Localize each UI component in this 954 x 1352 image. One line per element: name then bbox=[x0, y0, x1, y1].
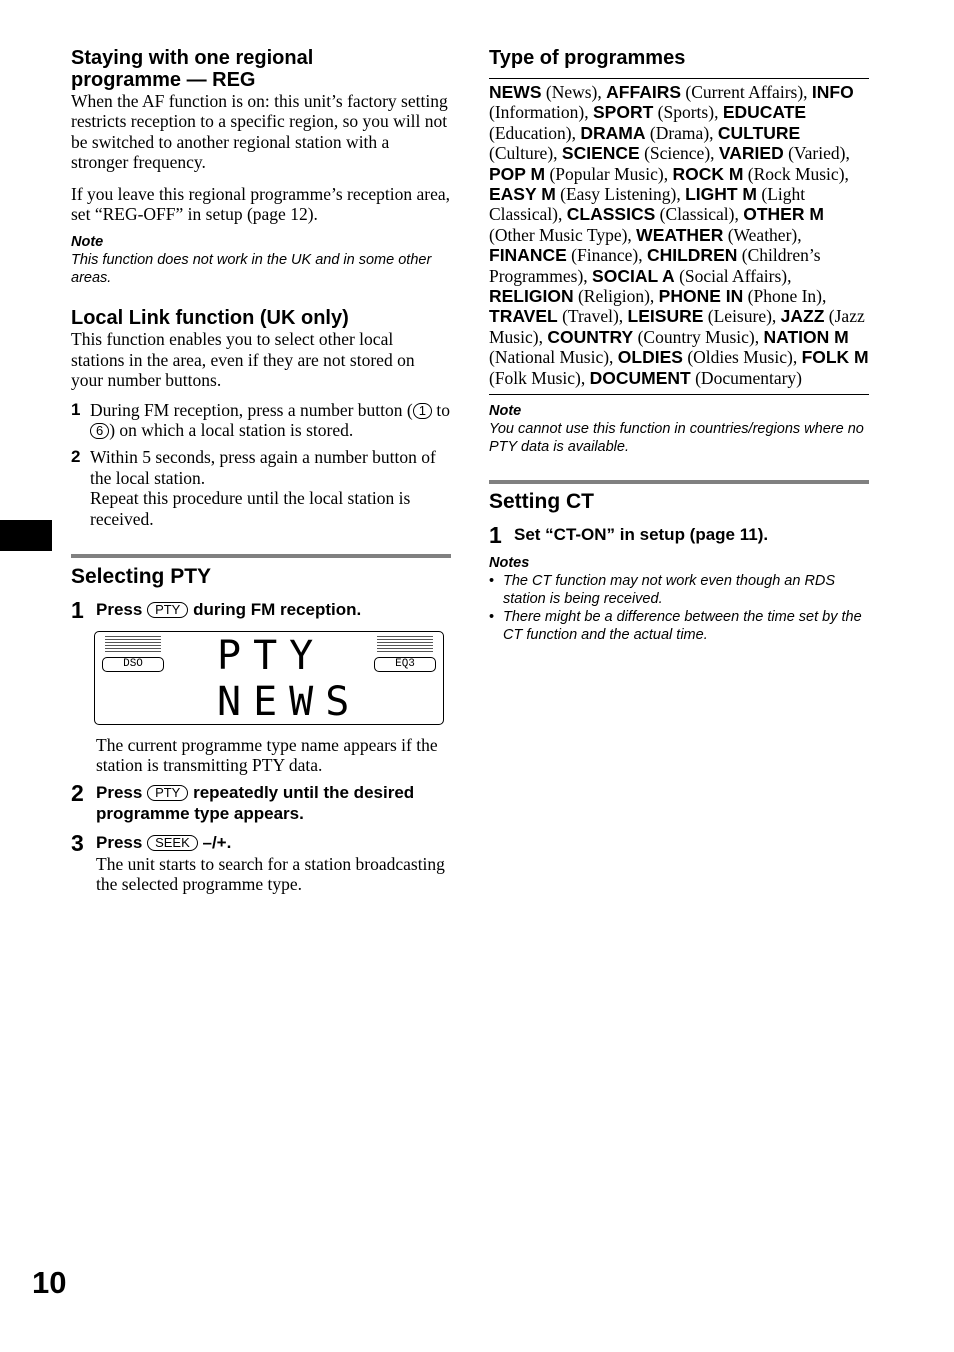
ct-note-item: • The CT function may not work even though an RDS station is being received. bbox=[489, 572, 869, 608]
local-link-heading: Local Link function (UK only) bbox=[71, 307, 349, 330]
programme-type-entry bbox=[590, 368, 802, 388]
programme-type-description: (Classical) bbox=[659, 204, 735, 225]
programme-type-entry bbox=[567, 204, 735, 224]
programme-type-code: RELIGION bbox=[489, 286, 574, 307]
programme-type-code: CLASSICS bbox=[566, 204, 656, 225]
programme-type-description: (Education) bbox=[489, 122, 572, 143]
programme-type-code: TRAVEL bbox=[489, 306, 558, 327]
pty-button: PTY bbox=[147, 785, 188, 801]
programme-type-code: OLDIES bbox=[617, 347, 683, 368]
step-text: ) on which a local station is stored. bbox=[109, 420, 354, 441]
number-button-6: 6 bbox=[90, 423, 109, 439]
pty-step-2 bbox=[71, 780, 451, 824]
section-tab-marker bbox=[0, 520, 52, 551]
programme-type-entry bbox=[489, 286, 650, 306]
programme-type-description: (Country Music) bbox=[637, 326, 755, 347]
programme-type-code: POP M bbox=[489, 163, 546, 184]
programme-type-entry bbox=[636, 225, 797, 245]
programme-type-description: (News) bbox=[545, 82, 598, 102]
reg-note-text: This function does not work in the UK and in some other areas. bbox=[71, 252, 432, 287]
pty-step-1 bbox=[71, 597, 451, 624]
programme-type-description: (Children’s Programmes) bbox=[489, 245, 821, 286]
programme-type-code: SPORT bbox=[593, 102, 654, 123]
programme-type-description: (Popular Music) bbox=[549, 163, 664, 184]
step-text: During FM reception, press a number button ( bbox=[90, 399, 413, 420]
programme-type-code: DRAMA bbox=[580, 122, 646, 143]
programme-type-code: ROCK M bbox=[672, 163, 744, 184]
programme-type-code: LIGHT M bbox=[685, 184, 757, 205]
step-number: 1 bbox=[489, 522, 502, 549]
type-note-label: Note bbox=[489, 403, 522, 420]
programme-type-code: SCIENCE bbox=[561, 143, 640, 164]
programme-type-code: FINANCE bbox=[489, 245, 567, 266]
programme-type-list: NEWS (News), AFFAIRS (Current Affairs), INFO (Information), SPORT (Sports), EDUCATE (Education), DRAMA (Drama), CULTURE (Culture), SCIENCE (Science), VARIED (Varied), POP M (Popular Music), ROCK M (Rock Music), EASY M (Easy Listening), LIGHT M (Light Classical), CLASSICS (Classical), OTHER M (Other Music Type), WEATHER (Weather), FINANCE (Finance), CHILDREN (Children’s Programmes), SOCIAL A (Social Affairs), RELIGION (Religion), PHONE IN (Phone In), TRAVEL (Travel), LEISURE (Leisure), JAZZ (Jazz Music), COUNTRY (Country Music), NATION M (National Music), OLDIES (Oldies Music), FOLK M (Folk Music), DOCUMENT (Documentary) bbox=[489, 82, 869, 388]
programme-type-description: (Weather) bbox=[727, 224, 798, 245]
local-step-1 bbox=[71, 400, 451, 441]
programme-type-entry bbox=[489, 164, 664, 184]
programme-type-entry bbox=[618, 347, 793, 367]
programme-type-code: CULTURE bbox=[717, 122, 801, 143]
programme-type-entry bbox=[606, 82, 803, 102]
lcd-display bbox=[94, 631, 444, 725]
step-text: to bbox=[431, 399, 450, 420]
programme-type-entry bbox=[547, 327, 754, 347]
programme-type-description: (Travel) bbox=[562, 306, 619, 327]
step-description: The unit starts to search for a station broadcasting the selected programme type. bbox=[96, 853, 445, 895]
programme-type-code: EASY M bbox=[489, 184, 556, 205]
programme-type-description: (Light Classical) bbox=[489, 184, 806, 225]
ct-notes-list bbox=[489, 572, 869, 644]
programme-type-description: (Varied) bbox=[788, 143, 846, 164]
programme-type-description: (Documentary) bbox=[695, 367, 803, 388]
programme-type-code: PHONE IN bbox=[658, 286, 744, 307]
selecting-pty-heading: Selecting PTY bbox=[71, 565, 212, 589]
programme-type-entry bbox=[659, 286, 822, 306]
pty-description: The current programme type name appears if the station is transmitting PTY data. bbox=[96, 734, 438, 775]
programme-type-code: FOLK M bbox=[801, 347, 869, 368]
programme-type-code: AFFAIRS bbox=[606, 82, 682, 102]
section-rule bbox=[489, 480, 869, 484]
programme-type-description: (Leisure) bbox=[707, 306, 772, 327]
eq-indicator bbox=[374, 636, 436, 672]
programme-type-description: (Rock Music) bbox=[747, 163, 845, 184]
programme-type-entry bbox=[593, 102, 714, 122]
table-bottom-rule bbox=[489, 394, 869, 395]
ct-step-1 bbox=[489, 522, 869, 549]
step-text: Press bbox=[96, 783, 143, 803]
step-text: Press bbox=[96, 833, 143, 853]
programme-type-code: NEWS bbox=[489, 82, 542, 102]
pty-button: PTY bbox=[147, 602, 188, 618]
left-column bbox=[71, 47, 451, 895]
programme-type-code: OTHER M bbox=[743, 204, 824, 225]
programme-type-description: (Oldies Music) bbox=[687, 347, 793, 368]
seek-button: SEEK bbox=[147, 835, 198, 851]
page-number: 10 bbox=[32, 1265, 67, 1300]
programme-type-code: COUNTRY bbox=[547, 326, 634, 347]
programme-type-description: (Sports) bbox=[657, 102, 715, 123]
reg-paragraph-2: If you leave this regional programme’s reception area, set “REG-OFF” in setup (page 12). bbox=[71, 183, 451, 225]
programme-type-entry bbox=[580, 123, 709, 143]
step-number: 3 bbox=[71, 830, 84, 857]
reg-paragraph-1: When the AF function is on: this unit’s factory setting restricts reception to a specific region, so you will not be switched to another regional station with a stronger frequency. bbox=[71, 91, 448, 173]
display-line-1: PTY bbox=[217, 632, 326, 679]
step-text: Press bbox=[96, 600, 143, 620]
programme-type-description: (Culture) bbox=[489, 143, 554, 164]
programme-type-entry bbox=[489, 82, 597, 102]
step-text: –/+. bbox=[202, 833, 232, 853]
programme-type-entry bbox=[592, 266, 787, 286]
step-text: during FM reception. bbox=[193, 600, 362, 620]
programme-type-description: (Social Affairs) bbox=[679, 265, 788, 286]
right-column bbox=[489, 47, 869, 644]
step-number: 1 bbox=[71, 399, 81, 419]
programme-type-description: (National Music) bbox=[489, 347, 610, 368]
programme-type-code: SOCIAL A bbox=[592, 265, 675, 286]
programme-type-description: (Finance) bbox=[571, 245, 639, 266]
reg-note-label: Note bbox=[71, 234, 104, 251]
type-of-programmes-heading: Type of programmes bbox=[489, 47, 686, 69]
dso-label: DSO bbox=[102, 657, 164, 672]
programme-type-code: INFO bbox=[811, 82, 854, 102]
step-text: repeatedly until the desired programme type appears. bbox=[96, 783, 415, 823]
ct-notes-label: Notes bbox=[489, 554, 530, 571]
programme-type-entry bbox=[489, 245, 638, 265]
programme-type-description: (Drama) bbox=[649, 122, 710, 143]
programme-type-entry bbox=[628, 306, 772, 326]
pty-step-3 bbox=[71, 830, 451, 895]
reg-heading: Staying with one regional programme — REG bbox=[71, 47, 314, 91]
section-rule bbox=[71, 554, 451, 558]
local-link-paragraph: This function enables you to select other local stations in the area, even if they are not stored on your number buttons. bbox=[71, 329, 415, 391]
programme-type-entry bbox=[562, 143, 710, 163]
dso-indicator bbox=[102, 636, 164, 672]
programme-type-code: JAZZ bbox=[780, 306, 825, 327]
programme-type-entry bbox=[489, 184, 676, 204]
step-number: 2 bbox=[71, 780, 84, 807]
step-number: 2 bbox=[71, 447, 81, 467]
programme-type-code: VARIED bbox=[718, 143, 784, 164]
programme-type-code: DOCUMENT bbox=[589, 367, 691, 388]
local-step-2 bbox=[71, 447, 451, 529]
programme-type-code: EDUCATE bbox=[722, 102, 807, 123]
programme-type-description: (Folk Music) bbox=[489, 367, 581, 388]
level-meter-icon bbox=[377, 636, 433, 654]
programme-type-code: NATION M bbox=[763, 326, 849, 347]
programme-type-description: (Science) bbox=[644, 143, 711, 164]
step-number: 1 bbox=[71, 597, 84, 624]
programme-type-description: (Other Music Type) bbox=[489, 224, 628, 245]
programme-type-description: (Information) bbox=[489, 102, 585, 123]
table-top-rule bbox=[489, 78, 869, 79]
programme-type-entry bbox=[489, 306, 619, 326]
programme-type-description: (Phone In) bbox=[747, 286, 822, 307]
programme-type-description: (Religion) bbox=[577, 286, 650, 307]
type-note-text: You cannot use this function in countries/regions where no PTY data is available. bbox=[489, 421, 864, 456]
programme-type-code: LEISURE bbox=[627, 306, 704, 327]
programme-type-description: (Jazz Music) bbox=[489, 306, 865, 347]
step-text: Within 5 seconds, press again a number button of the local station. bbox=[90, 447, 436, 488]
programme-type-entry bbox=[672, 164, 844, 184]
level-meter-icon bbox=[105, 636, 161, 654]
step-text: Repeat this procedure until the local station is received. bbox=[90, 488, 411, 529]
display-line-2: NEWS bbox=[217, 678, 362, 725]
ct-note-item: • There might be a difference between the time set by the CT function and the actual time. bbox=[489, 608, 869, 644]
eq-label: EQ3 bbox=[374, 657, 436, 672]
programme-type-entry bbox=[719, 143, 846, 163]
setting-ct-heading: Setting CT bbox=[489, 490, 594, 514]
programme-type-description: (Current Affairs) bbox=[685, 82, 804, 102]
programme-type-code: WEATHER bbox=[636, 224, 724, 245]
step-text: Set “CT-ON” in setup (page 11). bbox=[514, 525, 769, 545]
programme-type-code: CHILDREN bbox=[646, 245, 738, 266]
programme-type-description: (Easy Listening) bbox=[560, 184, 677, 205]
number-button-1: 1 bbox=[413, 403, 432, 419]
